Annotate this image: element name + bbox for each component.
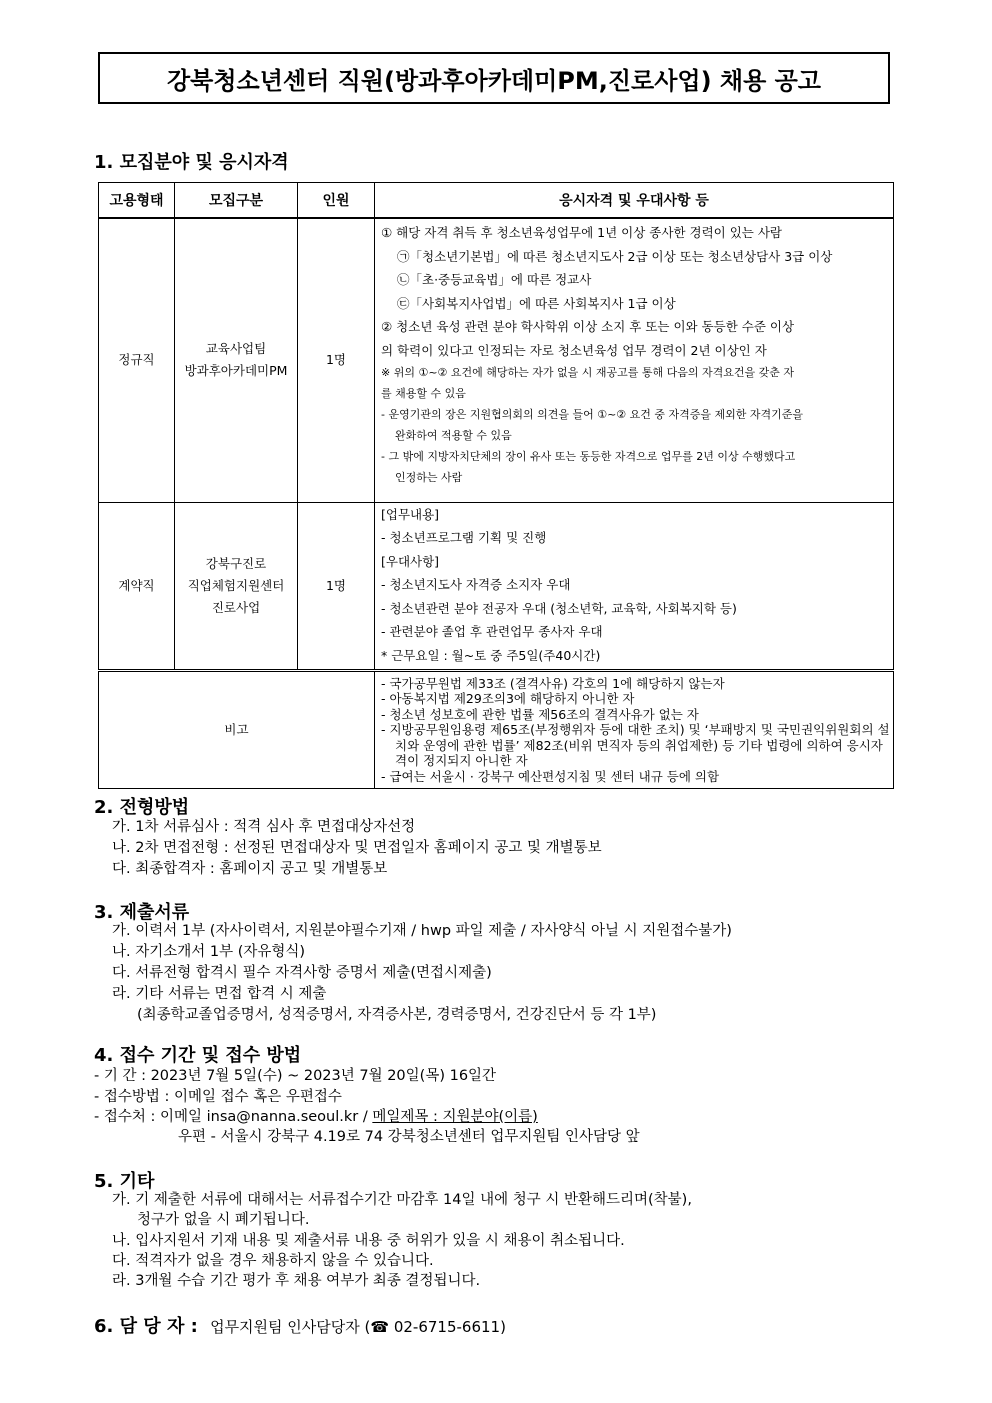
s3-item: 나. 자기소개서 1부 (자유형식): [112, 944, 306, 960]
section-2-heading: 2. 전형방법: [94, 797, 190, 818]
s3-item: 가. 이력서 1부 (자사이력서, 지원분야필수기재 / hwp 파일 제출 / 자사양식 아닐 시 지원접수불가): [112, 923, 732, 939]
page-title: 강북청소년센터 직원(방과후아카데미PM,진로사업) 채용 공고: [98, 52, 890, 104]
row1-line: ㉠「청소년기본법」에 따른 청소년지도사 2급 이상 또는 청소년상담사 3급 이상: [397, 248, 833, 264]
table-header-row: [99, 183, 894, 219]
row2-type: 계약직: [99, 502, 175, 671]
s4-method: - 접수방법 : 이메일 접수 혹은 우편접수: [94, 1089, 342, 1105]
remark-line: - 아동복지법 제29조의3에 해당하지 아니한 자: [381, 691, 635, 707]
row1-line: 의 학력이 있다고 인정되는 자로 청소년육성 업무 경력이 2년 이상인 자: [381, 342, 767, 358]
table-row: [99, 502, 894, 671]
section-6-heading: [94, 1312, 506, 1338]
s4-dest-prefix: - 접수처 : 이메일 insa@nanna.seoul.kr /: [94, 1109, 373, 1125]
remark-line: - 지방공무원임용령 제65조(부정행위자 등에 대한 조치) 및 ‘부패방지 및 국민권익위원회의 설: [381, 722, 890, 738]
remark-line: - 국가공무원법 제33조 (결격사유) 각호의 1에 해당하지 않는자: [381, 675, 725, 691]
s2-item: 나. 2차 면접전형 : 선정된 면접대상자 및 면접일자 홈페이지 공고 및 개별통보: [112, 840, 602, 856]
row2-dept-line3: 진로사업: [211, 599, 261, 615]
row2-line: - 관련분야 졸업 후 관련업무 종사자 우대: [381, 624, 603, 639]
row2-dept-line1: 강북구진로: [205, 555, 267, 571]
s5-item: 청구가 없을 시 폐기됩니다.: [137, 1212, 310, 1228]
header-headcount: 인원: [298, 183, 375, 219]
table-remark-row: [99, 671, 894, 789]
row2-line: - 청소년관련 분야 전공자 우대 (청소년학, 교육학, 사회복지학 등): [381, 600, 737, 616]
row1-dept: [175, 218, 298, 502]
row2-line: [업무내용]: [381, 506, 440, 522]
remark-line: - 급여는 서울시 · 강북구 예산편성지침 및 센터 내규 등에 의함: [381, 768, 720, 784]
row2-line: - 청소년지도사 자격증 소지자 우대: [381, 577, 571, 592]
table-row: [99, 218, 894, 502]
row1-line: ㉢「사회복지사업법」에 따른 사회복지사 1급 이상: [397, 295, 676, 311]
section-5-heading: 5. 기타: [94, 1171, 155, 1192]
section-1-heading: 1. 모집분야 및 응시자격: [94, 152, 289, 173]
remark-line: 격이 정지되지 아니한 자: [395, 753, 528, 769]
row1-qualifications: [375, 218, 894, 502]
section-3-heading: 3. 제출서류: [94, 902, 190, 923]
s5-item: 라. 3개월 수습 기간 평가 후 채용 여부가 최종 결정됩니다.: [112, 1273, 481, 1289]
row1-line: - 그 밖에 지방자치단체의 장이 유사 또는 동등한 자격으로 업무를 2년 이상 수행했다고: [381, 450, 796, 463]
header-qualifications: 응시자격 및 우대사항 등: [375, 183, 894, 219]
row2-line: [우대사항]: [381, 553, 440, 569]
row1-line: ② 청소년 육성 관련 분야 학사학위 이상 소지 후 또는 이와 동등한 수준 이상: [381, 319, 795, 334]
remark-line: 치와 운영에 관한 법률’ 제82조(비위 면직자 등의 취업제한) 등 기타 법령에 의하여 응시자: [395, 737, 883, 753]
s3-item: 다. 서류전형 합격시 필수 자격사항 증명서 제출(면접시제출): [112, 965, 492, 981]
s5-item: 다. 적격자가 없을 경우 채용하지 않을 수 있습니다.: [112, 1253, 434, 1269]
row2-dept-line2: 직업체험지원센터: [187, 577, 285, 593]
row1-type: 정규직: [99, 218, 175, 502]
remark-line: - 청소년 성보호에 관한 법률 제56조의 결격사유가 없는 자: [381, 706, 699, 722]
s6-label: 6. 담 당 자 :: [94, 1316, 198, 1337]
s2-item: 다. 최종합격자 : 홈페이지 공고 및 개별통보: [112, 861, 388, 877]
row1-count: 1명: [298, 218, 375, 502]
s4-destination: [94, 1107, 538, 1127]
header-employment-type: 고용형태: [99, 183, 175, 219]
row1-dept-line2: 방과후아카데미PM: [184, 363, 288, 379]
s3-item: (최종학교졸업증명서, 성적증명서, 자격증사본, 경력증명서, 건강진단서 등 각 1부): [137, 1007, 657, 1023]
recruitment-table: [98, 182, 894, 789]
s5-item: 가. 기 제출한 서류에 대해서는 서류접수기간 마감후 14일 내에 청구 시 반환해드리며(착불),: [112, 1192, 692, 1208]
s5-item: 나. 입사지원서 기재 내용 및 제출서류 내용 중 허위가 있을 시 채용이 취소됩니다.: [112, 1233, 625, 1249]
row2-count: 1명: [298, 502, 375, 671]
row1-line: 완화하여 적용할 수 있음: [395, 429, 512, 442]
row2-line: * 근무요일 : 월~토 중 주5일(주40시간): [381, 647, 601, 663]
row1-line: ㉡「초·중등교육법」에 따른 정교사: [397, 272, 592, 287]
row2-dept: [175, 502, 298, 671]
row1-dept-line1: 교육사업팀: [205, 341, 267, 357]
s6-contact: 업무지원팀 인사담당자 (☎ 02-6715-6611): [210, 1318, 506, 1336]
header-recruit-category: 모집구분: [175, 183, 298, 219]
row1-line: ① 해당 자격 취득 후 청소년육성업무에 1년 이상 종사한 경력이 있는 사람: [381, 225, 782, 240]
remark-label: 비고: [99, 671, 375, 789]
remark-content: [375, 671, 894, 789]
row1-line: 인정하는 사람: [395, 471, 463, 484]
s3-item: 라. 기타 서류는 면접 합격 시 제출: [112, 986, 327, 1002]
s4-mail-address: 우편 - 서울시 강북구 4.19로 74 강북청소년센터 업무지원팀 인사담당 앞: [178, 1129, 640, 1145]
s2-item: 가. 1차 서류심사 : 적격 심사 후 면접대상자선정: [112, 819, 416, 835]
row1-line: - 운영기관의 장은 지원협의회의 의견을 들어 ①~② 요건 중 자격증을 제외한 자격기준을: [381, 408, 804, 421]
row2-line: - 청소년프로그램 기획 및 진행: [381, 530, 547, 545]
row2-qualifications: [375, 502, 894, 671]
s4-period: - 기 간 : 2023년 7월 5일(수) ~ 2023년 7월 20일(목) 16일간: [94, 1068, 497, 1084]
s4-mail-subject: 메일제목 : 지원분야(이름): [372, 1109, 538, 1125]
row1-line: ※ 위의 ①~② 요건에 해당하는 자가 없을 시 재공고를 통해 다음의 자격요건을 갖춘 자: [381, 366, 795, 379]
section-4-heading: 4. 접수 기간 및 접수 방법: [94, 1045, 302, 1066]
row1-line: 를 채용할 수 있음: [381, 387, 466, 400]
